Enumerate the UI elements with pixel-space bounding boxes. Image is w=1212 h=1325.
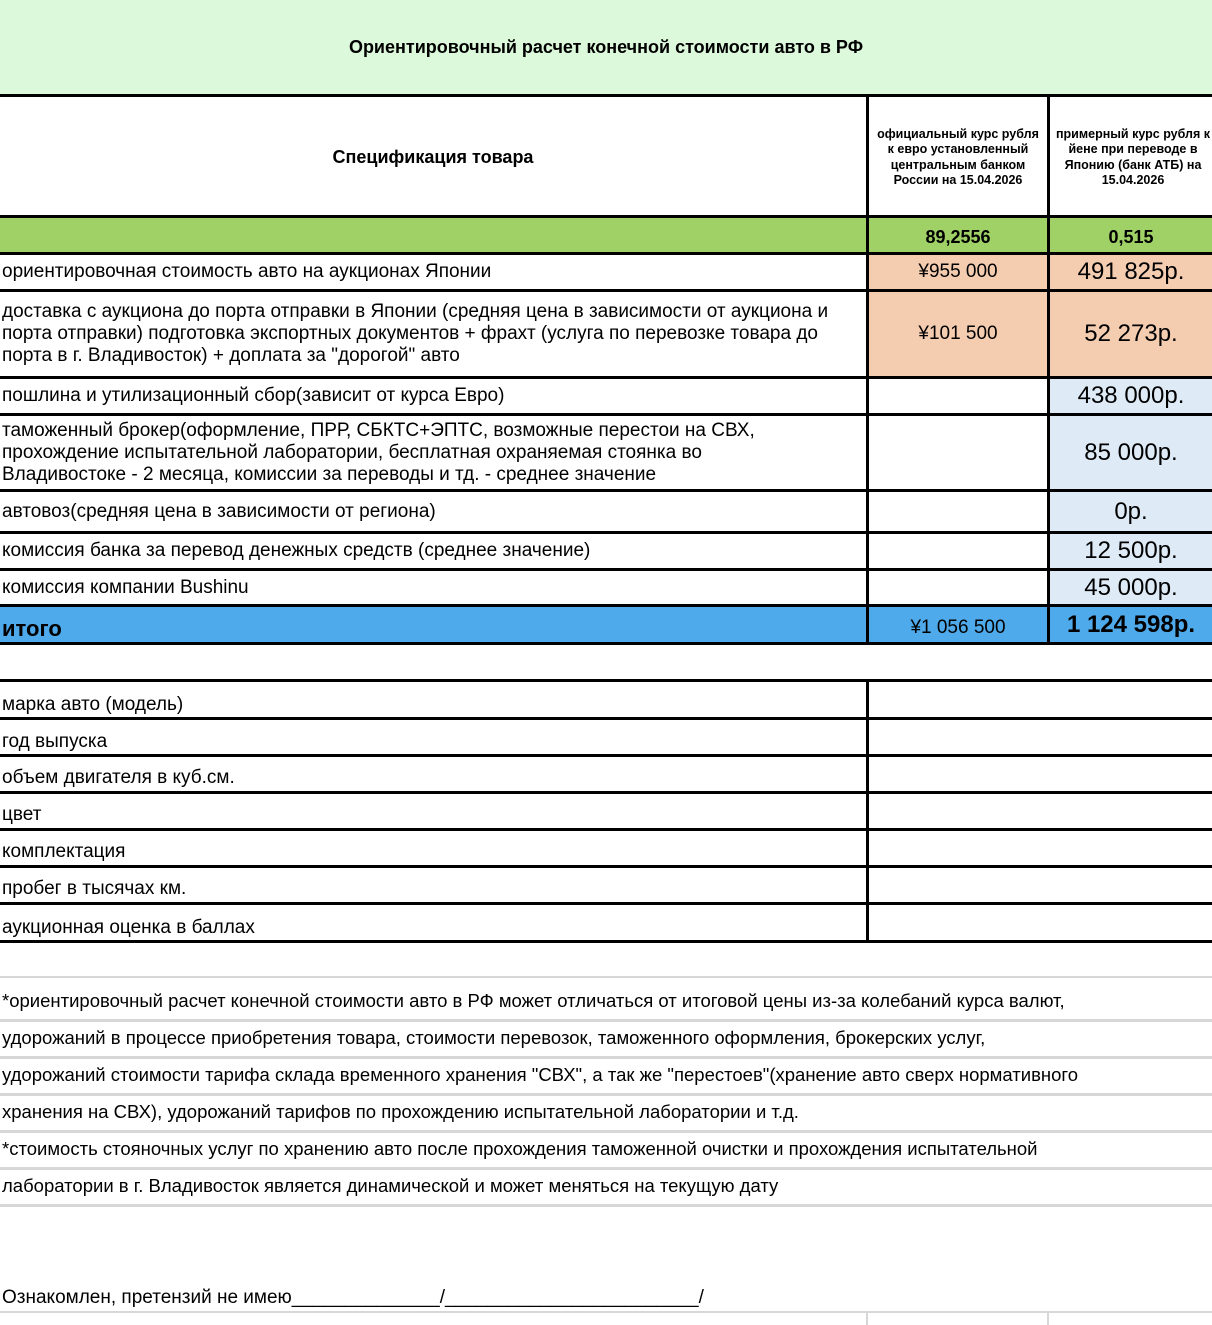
cost-row-yen xyxy=(869,416,1047,489)
yen-rate-value: 0,515 xyxy=(1050,218,1212,252)
spec-row-value[interactable] xyxy=(869,794,1212,828)
disclaimer-line: удорожаний стоимости тарифа склада временного хранения "СВХ", а так же "перестоев"(хранение авто сверх нормативного xyxy=(0,1057,1212,1096)
grid-line xyxy=(0,604,1212,607)
total-rub: 1 124 598р. xyxy=(1050,607,1212,642)
cost-row-rub: 438 000р. xyxy=(1050,379,1212,413)
cost-row-rub: 12 500р. xyxy=(1050,534,1212,568)
signature-line: Ознакомлен, претензий не имею______________/________________________/ xyxy=(2,1287,704,1308)
grid-line xyxy=(0,376,1212,379)
grid-line xyxy=(866,679,869,943)
grid-line xyxy=(0,568,1212,571)
cost-row-label: таможенный брокер(оформление, ПРР, СБКТС+ЭПТС, возможные перестои на СВХ, прохождение испытательной лаборатории, бесплатная охраняемая стоянка во Владивостоке - 2 месяца, комиссии за переводы и тд. - среднее значение xyxy=(2,419,755,485)
cost-row-label: пошлина и утилизационный сбор(зависит от курса Евро) xyxy=(2,385,505,406)
spec-row-value[interactable] xyxy=(869,757,1212,791)
cost-row-rub: 491 825р. xyxy=(1050,255,1212,289)
spec-row-label: год выпуска xyxy=(2,731,108,752)
grid-line xyxy=(866,97,869,645)
cost-row-yen xyxy=(869,534,1047,568)
cost-row-label: комиссия банка за перевод денежных средств (среднее значение) xyxy=(2,540,591,561)
cost-row-yen: ¥955 000 xyxy=(869,255,1047,289)
spec-row-label: цвет xyxy=(2,804,42,825)
cost-row-yen: ¥101 500 xyxy=(869,292,1047,376)
cost-row-yen xyxy=(869,492,1047,531)
grid-line xyxy=(1047,1312,1049,1325)
grid-line xyxy=(1047,97,1050,645)
grid-line xyxy=(0,642,1212,645)
cost-row-label: доставка с аукциона до порта отправки в Японии (средняя цена в зависимости от аукциона и порта отправки) подготовка экспортных документов + фрахт (услуга по перевозке товара до порта в г. Владивосток) + доплата за "дорогой" авто xyxy=(2,301,829,366)
disclaimer-line: хранения на СВХ), удорожаний тарифов по прохождению испытательной лаборатории и т.д. xyxy=(0,1094,1212,1133)
cost-row-label: автовоз(средняя цена в зависимости от региона) xyxy=(2,500,436,522)
spec-row-label: пробег в тысячах км. xyxy=(2,878,187,899)
euro-rate-value: 89,2556 xyxy=(869,218,1047,252)
disclaimer-line: удорожаний в процессе приобретения товара, стоимости перевозок, таможенного оформления, брокерских услуг, xyxy=(0,1020,1212,1059)
spec-row-label: аукционная оценка в баллах xyxy=(2,916,255,938)
spec-row-value[interactable] xyxy=(869,868,1212,902)
spec-row-label: объем двигателя в куб.см. xyxy=(2,767,235,788)
grid-line xyxy=(0,289,1212,292)
grid-line xyxy=(0,1311,1212,1313)
grid-line xyxy=(0,252,1212,255)
grid-line xyxy=(0,413,1212,416)
cost-row-rub: 0р. xyxy=(1050,492,1212,531)
page-title: Ориентировочный расчет конечной стоимости авто в РФ xyxy=(0,0,1212,97)
cost-row-label: ориентировочная стоимость авто на аукционах Японии xyxy=(2,261,492,282)
yen-rate-header: примерный курс рубля к йене при переводе в Японию (банк АТБ) на 15.04.2026 xyxy=(1056,126,1210,187)
cost-row-yen xyxy=(869,379,1047,413)
disclaimer-line: *ориентировочный расчет конечной стоимости авто в РФ может отличаться от итоговой цены из-за колебаний курса валют, xyxy=(0,983,1212,1022)
total-label: итого xyxy=(0,607,866,642)
spec-row-value[interactable] xyxy=(869,831,1212,865)
grid-line xyxy=(0,531,1212,534)
cost-row-label: комиссия компании Bushinu xyxy=(2,576,249,598)
grid-line xyxy=(866,1312,868,1325)
spec-row-value[interactable] xyxy=(869,905,1212,940)
grid-line xyxy=(0,976,1212,978)
cost-row-rub: 45 000р. xyxy=(1050,571,1212,604)
total-yen: ¥1 056 500 xyxy=(869,607,1047,642)
cost-row-yen xyxy=(869,571,1047,604)
grid-line xyxy=(0,489,1212,492)
disclaimer-line: лаборатории в г. Владивосток является динамической и может меняться на текущую дату xyxy=(0,1168,1212,1207)
disclaimer-line: *стоимость стояночных услуг по хранению авто после прохождения таможенной очистки и прохождения испытательной xyxy=(0,1131,1212,1170)
euro-rate-header: официальный курс рубля к евро установленный центральным банком России на 15.04.2026 xyxy=(877,126,1039,187)
grid-line xyxy=(0,215,1212,218)
spec-row-label: марка авто (модель) xyxy=(2,693,184,715)
grid-line xyxy=(0,940,1212,943)
cost-row-rub: 52 273р. xyxy=(1050,292,1212,376)
spec-row-value[interactable] xyxy=(869,682,1212,717)
spec-header: Спецификация товара xyxy=(332,147,534,167)
spec-row-label: комплектация xyxy=(2,841,126,862)
rate-row-label xyxy=(0,218,866,252)
spec-row-value[interactable] xyxy=(869,720,1212,754)
cost-row-rub: 85 000р. xyxy=(1050,416,1212,489)
